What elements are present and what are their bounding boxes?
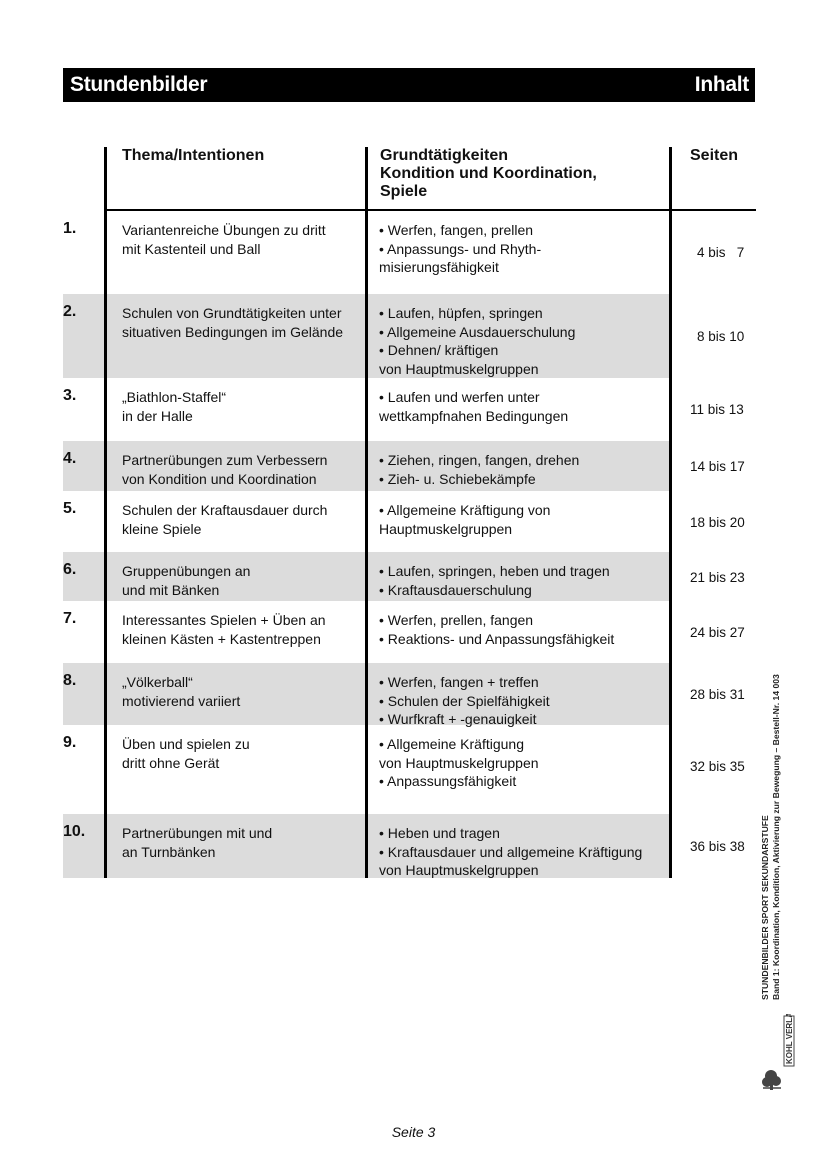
row-skills: • Laufen, springen, heben und tragen • Kraftausdauerschulung <box>379 563 610 598</box>
row-thema: „Völkerball“ motivierend variiert <box>122 674 241 709</box>
row-skills: • Ziehen, ringen, fangen, drehen • Zieh- u. Schiebekämpfe <box>379 452 580 487</box>
tree-logo-icon <box>761 1014 795 1090</box>
row-pages: 4 bis 7 <box>697 245 745 260</box>
row-pages: 24 bis 27 <box>690 625 745 640</box>
row-thema: Interessantes Spielen + Üben an kleinen Kästen + Kastentreppen <box>122 612 326 647</box>
column-header-skills: Grundtätigkeiten Kondition und Koordination, Spiele <box>380 147 597 200</box>
row-number: 4. <box>63 450 77 467</box>
row-number: 10. <box>63 823 86 840</box>
row-skills: • Heben und tragen • Kraftausdauer und allgemeine Kräftigung von Hauptmuskelgruppen <box>379 825 643 878</box>
column-divider <box>365 147 368 878</box>
row-pages: 32 bis 35 <box>690 759 745 774</box>
row-number: 8. <box>63 672 77 689</box>
row-pages: 11 bis 13 <box>690 402 744 417</box>
column-divider <box>104 147 107 878</box>
side-imprint-line2: Band 1: Koordination, Kondition, Aktivierung zur Bewegung – Bestell-Nr. 14 003 <box>771 674 781 1000</box>
row-thema: „Biathlon-Staffel“ in der Halle <box>122 389 227 424</box>
page-number: Seite 3 <box>391 1124 436 1140</box>
row-number: 1. <box>63 220 77 237</box>
row-skills: • Werfen, fangen + treffen • Schulen der Spielfähigkeit • Wurfkraft + -genauigkeit <box>379 674 550 727</box>
publisher-name: KOHL VERLAG <box>785 1014 794 1064</box>
row-number: 9. <box>63 734 77 751</box>
row-pages: 8 bis 10 <box>697 329 745 344</box>
row-number: 3. <box>63 387 77 404</box>
row-thema: Partnerübungen zum Verbessern von Kondition und Koordination <box>122 452 328 487</box>
row-pages: 18 bis 20 <box>690 515 745 530</box>
row-number: 5. <box>63 500 77 517</box>
row-thema: Partnerübungen mit und an Turnbänken <box>122 825 273 860</box>
row-skills: • Allgemeine Kräftigung von Hauptmuskelgruppen • Anpassungsfähigkeit <box>379 736 539 789</box>
row-number: 6. <box>63 561 77 578</box>
side-imprint <box>760 674 782 1000</box>
header-bar <box>63 68 755 102</box>
row-skills: • Werfen, prellen, fangen • Reaktions- und Anpassungsfähigkeit <box>379 612 615 647</box>
row-thema: Variantenreiche Übungen zu dritt mit Kastenteil und Ball <box>122 222 326 257</box>
row-pages: 28 bis 31 <box>690 687 745 702</box>
row-thema: Schulen der Kraftausdauer durch kleine Spiele <box>122 502 328 537</box>
row-skills: • Laufen und werfen unter wettkampfnahen Bedingungen <box>379 389 569 424</box>
row-pages: 14 bis 17 <box>690 459 745 474</box>
row-skills: • Allgemeine Kräftigung von Hauptmuskelgruppen <box>379 502 551 537</box>
row-thema: Schulen von Grundtätigkeiten unter situativen Bedingungen im Gelände <box>122 305 344 340</box>
row-thema: Üben und spielen zu dritt ohne Gerät <box>122 736 250 771</box>
column-header-thema: Thema/Intentionen <box>122 147 265 164</box>
page-title: Stundenbilder <box>70 73 208 96</box>
header-right-label: Inhalt <box>694 73 749 96</box>
row-skills: • Laufen, hüpfen, springen • Allgemeine Ausdauerschulung • Dehnen/ kräftigen von Hauptmuskelgruppen <box>379 305 576 377</box>
row-pages: 21 bis 23 <box>690 570 745 585</box>
row-pages: 36 bis 38 <box>690 839 745 854</box>
column-header-pages: Seiten <box>690 147 739 164</box>
row-number: 2. <box>63 303 77 320</box>
publisher-logo <box>761 1014 795 1090</box>
row-thema: Gruppenübungen an und mit Bänken <box>122 563 251 598</box>
row-skills: • Werfen, fangen, prellen • Anpassungs- und Rhyth- misierungsfähigkeit <box>379 222 542 275</box>
side-imprint-line1: STUNDENBILDER SPORT SEKUNDARSTUFE <box>760 815 770 1000</box>
column-divider <box>669 147 672 878</box>
row-number: 7. <box>63 610 77 627</box>
